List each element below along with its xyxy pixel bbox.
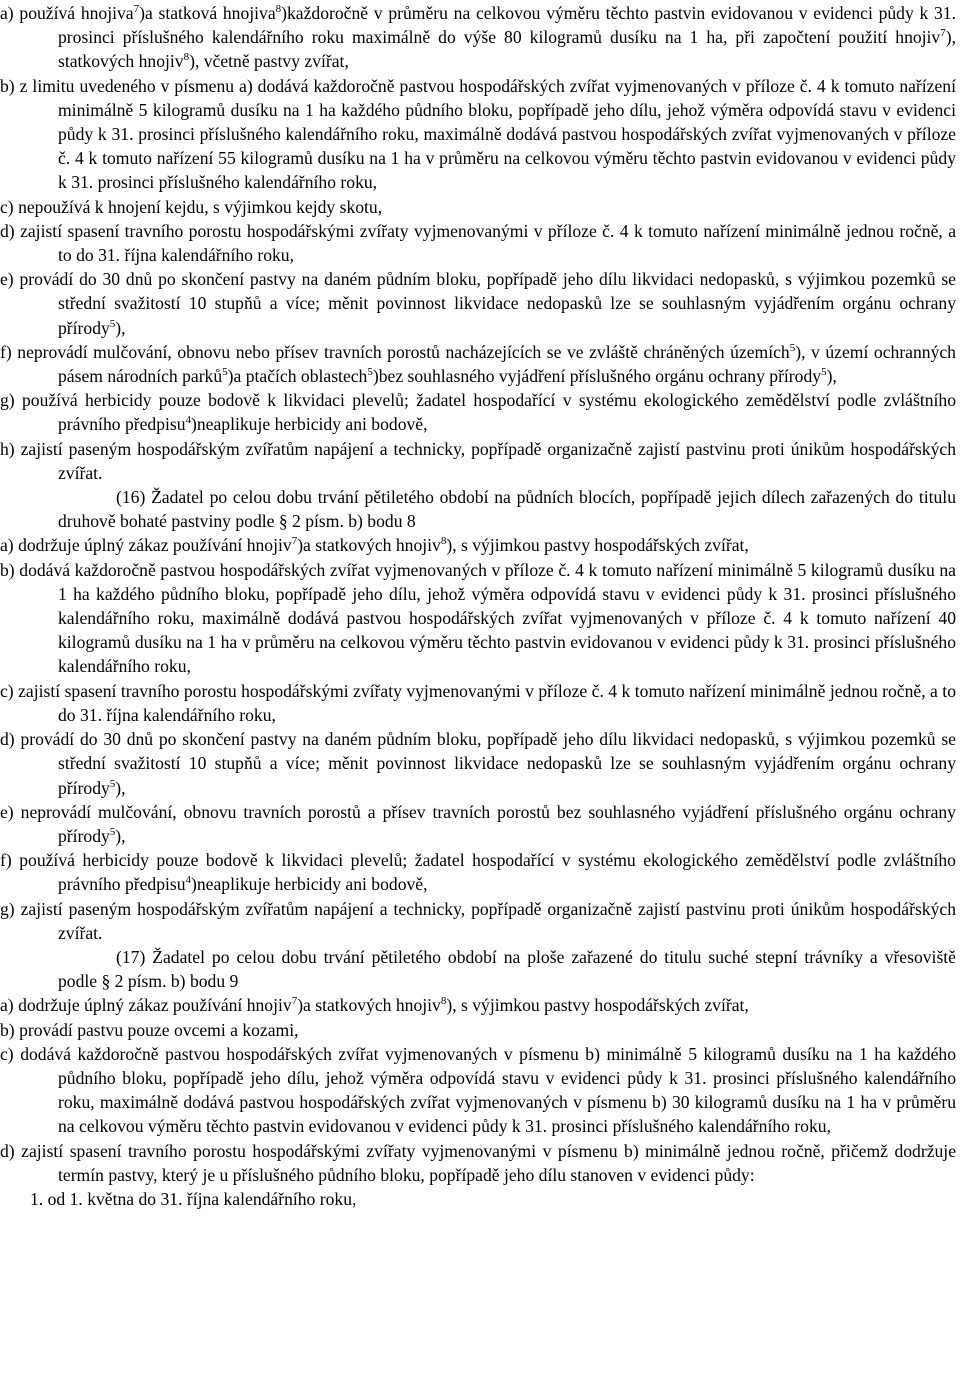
footnote-ref: 8	[275, 3, 282, 16]
item-label: 1.	[30, 1188, 44, 1209]
footnote-ref: 8	[440, 535, 447, 548]
footnote-ref: 7	[291, 995, 298, 1008]
list-item-e	[0, 800, 956, 848]
item-text: provádí pastvu pouze ovcemi a kozami,	[19, 1019, 299, 1040]
item-text: zajistí spasení travního porostu hospodářskými zvířaty vyjmenovanými v písmenu b) minimálně jednou ročně, přičemž dodržuje termín pastvy, který je u příslušného půdního bloku, popřípadě jeho dílu stanoven v evidenci půdy:	[21, 1140, 956, 1185]
footnote-ref: 5	[367, 366, 373, 379]
section-16-intro: (16) Žadatel po celou dobu trvání pětiletého období na půdních blocích, popřípadě jejich dílech zařazených do titulu druhově bohaté pastviny podle § 2 písm. b) bodu 8	[58, 487, 956, 532]
item-text: ), s výjimkou pastvy hospodářských zvířat,	[446, 535, 749, 556]
footnote-ref: 7	[133, 3, 140, 16]
list-item-b	[0, 558, 956, 679]
footnote-ref: 5	[109, 826, 116, 839]
item-text: )a statkových hnojiv	[297, 535, 441, 556]
footnote-ref: 7	[940, 27, 946, 40]
item-text: od 1. května do 31. října kalendářního roku,	[47, 1188, 357, 1209]
item-label: d)	[0, 1140, 15, 1161]
item-text: používá herbicidy pouze bodově k likvidaci plevelů; žadatel hospodařící v systému ekologického zemědělství podle zvláštního právního předpisu	[21, 390, 956, 435]
item-label: d)	[0, 220, 15, 241]
item-text: ), v území ochranných pásem národních parků	[58, 341, 956, 387]
footnote-ref: 8	[440, 995, 447, 1008]
item-label: g)	[0, 390, 15, 411]
item-text: dodržuje úplný zákaz používání hnojiv	[18, 995, 292, 1016]
footnote-ref: 4	[185, 414, 192, 427]
list-item-a	[0, 533, 956, 557]
item-label: b)	[0, 75, 15, 96]
list-item-e	[0, 267, 956, 340]
footnote-ref: 5	[789, 341, 796, 354]
list-item-d	[0, 219, 956, 267]
list-item-b	[0, 74, 956, 195]
item-text: dodává každoročně pastvou hospodářských zvířat vyjmenovaných v příloze č. 4 k tomuto nařízení minimálně 5 kilogramů dusíku na 1 ha každého půdního bloku, popřípadě jeho dílu, jehož výměra odpovídá stavu v evidenci půdy k 31. prosinci příslušného kalendářního roku, maximálně dodává pastvou hospodářských zvířat vyjmenovaných v příloze č. 4 k tomuto nařízení 40 kilogramů dusíku na 1 ha v průměru na celkovou výměru těchto pastvin evidovanou v evidenci půdy k 31. prosinci příslušného kalendářního roku,	[19, 559, 956, 677]
footnote-ref: 5	[821, 366, 827, 379]
item-text: neprovádí mulčování, obnovu nebo přísev travních porostů nacházejících se ve zvláště chráněných územích	[17, 341, 790, 362]
sub-list-item-1	[0, 1187, 956, 1211]
item-text: )a statkových hnojiv	[297, 995, 441, 1016]
item-label: h)	[0, 438, 15, 459]
item-text: neprovádí mulčování, obnovu travních porostů a přísev travních porostů bez souhlasného vyjádření příslušného orgánu ochrany přírody	[20, 801, 956, 846]
list-item-a	[0, 993, 956, 1017]
footnote-ref: 5	[109, 317, 116, 330]
list-item-g	[0, 388, 956, 436]
item-text: )a ptačích oblastech	[227, 366, 368, 387]
list-item-h	[0, 437, 956, 485]
item-text: používá hnojiva	[19, 3, 134, 23]
item-text: nepoužívá k hnojení kejdu, s výjimkou kejdy skotu,	[18, 196, 383, 217]
list-item-d	[0, 727, 956, 800]
item-label: c)	[0, 680, 14, 701]
item-text: )a statková hnojiva	[139, 3, 276, 23]
item-label: e)	[0, 801, 14, 822]
item-text: ),	[115, 317, 126, 338]
item-text: provádí do 30 dnů po skončení pastvy na daném půdním bloku, popřípadě jeho dílu likvidaci nedopasků, s výjimkou pozemků se střední svažitostí 10 stupňů a více; měnit povinnost likvidace nedopasků lze se souhlasným vyjádřením orgánu ochrany přírody	[20, 729, 956, 798]
item-text: ), s výjimkou pastvy hospodářských zvířat,	[446, 995, 749, 1016]
item-text: ),	[115, 777, 126, 798]
item-text: ), včetně pastvy zvířat,	[189, 51, 349, 72]
item-label: a)	[0, 995, 14, 1016]
list-item-f	[0, 340, 956, 388]
item-text: používá herbicidy pouze bodově k likvidaci plevelů; žadatel hospodařící v systému ekologického zemědělství podle zvláštního právního předpisu	[19, 850, 956, 895]
footnote-ref: 7	[291, 535, 298, 548]
item-text: dodává každoročně pastvou hospodářských zvířat vyjmenovaných v písmenu b) minimálně 5 kilogramů dusíku na 1 ha každého půdního bloku, popřípadě jeho dílu, jehož výměra odpovídá stavu v evidenci půdy k 31. prosinci příslušného kalendářního roku, maximálně dodává pastvou hospodářských zvířat vyjmenovaných v písmenu b) 30 kilogramů dusíku na 1 ha v průměru na celkovou výměru těchto pastvin evidovanou v evidenci půdy k 31. prosinci příslušného kalendářního roku,	[20, 1043, 956, 1137]
item-label: f)	[0, 850, 12, 871]
list-item-c	[0, 679, 956, 727]
footnote-ref: 5	[222, 366, 228, 379]
item-label: g)	[0, 898, 15, 919]
footnote-ref: 4	[185, 874, 192, 887]
item-label: f)	[0, 341, 12, 362]
item-text: zajistí paseným hospodářským zvířatům napájení a technicky, popřípadě organizačně zajistí pastvinu proti únikům hospodářských zvířat.	[20, 898, 957, 943]
item-label: c)	[0, 196, 14, 217]
item-label: a)	[0, 535, 14, 556]
item-label: b)	[0, 559, 15, 580]
list-item-b	[0, 1018, 956, 1042]
footnote-ref: 5	[109, 777, 116, 790]
list-item-f	[0, 848, 956, 896]
item-text: provádí do 30 dnů po skončení pastvy na daném půdním bloku, popřípadě jeho dílu likvidaci nedopasků, s výjimkou pozemků se střední svažitostí 10 stupňů a více; měnit povinnost likvidace nedopasků lze se souhlasným vyjádřením orgánu ochrany přírody	[19, 269, 956, 338]
item-label: a)	[0, 3, 14, 23]
list-item-a	[0, 1, 956, 74]
list-item-g	[0, 897, 956, 945]
list-item-c	[0, 195, 956, 219]
item-text: z limitu uvedeného v písmenu a) dodává každoročně pastvou hospodářských zvířat vyjmenovaných v příloze č. 4 k tomuto nařízení minimálně 5 kilogramů dusíku na 1 ha každého půdního bloku, popřípadě jeho dílu, jehož výměra odpovídá stavu v evidenci půdy k 31. prosinci příslušného kalendářního roku, maximálně dodává pastvou hospodářských zvířat vyjmenovaných v příloze č. 4 k tomuto nařízení 55 kilogramů dusíku na 1 ha v průměru na celkovou výměru těchto pastvin evidovanou v evidenci půdy k 31. prosinci příslušného kalendářního roku,	[19, 75, 956, 193]
item-label: d)	[0, 729, 15, 750]
item-text: )neaplikuje herbicidy ani bodově,	[191, 874, 428, 895]
item-text: )každoročně v průměru na celkovou výměru těchto pastvin evidovanou v evidenci půdy k 31. prosinci příslušného kalendářního roku maximálně do výše 80 kilogramů dusíku na 1 ha, při započtení použití hnojiv	[58, 3, 957, 48]
list-item-d	[0, 1139, 956, 1187]
item-text: zajistí spasení travního porostu hospodářskými zvířaty vyjmenovanými v příloze č. 4 k tomuto nařízení minimálně jednou ročně, a to do 31. října kalendářního roku,	[18, 680, 956, 725]
item-text: dodržuje úplný zákaz používání hnojiv	[18, 535, 292, 556]
item-text: zajistí spasení travního porostu hospodářskými zvířaty vyjmenovanými v příloze č. 4 k tomuto nařízení minimálně jednou ročně, a to do 31. října kalendářního roku,	[20, 220, 957, 266]
item-text: )bez souhlasného vyjádření příslušného orgánu ochrany přírody	[372, 366, 822, 387]
document-page	[0, 1, 956, 1211]
item-label: b)	[0, 1019, 15, 1040]
item-text: ),	[115, 825, 126, 846]
item-text: ),	[826, 366, 837, 387]
item-text: )neaplikuje herbicidy ani bodově,	[191, 414, 428, 435]
section-17-intro: (17) Žadatel po celou dobu trvání pětiletého období na ploše zařazené do titulu suché stepní trávníky a vřesoviště podle § 2 písm. b) bodu 9	[58, 946, 956, 992]
item-label: e)	[0, 269, 14, 290]
footnote-ref: 8	[183, 51, 190, 64]
list-item-c	[0, 1042, 956, 1139]
item-label: c)	[0, 1043, 14, 1064]
item-text: ), statkových hnojiv	[58, 27, 956, 72]
item-text: zajistí paseným hospodářským zvířatům napájení a technicky, popřípadě organizačně zajistí pastvinu proti únikům hospodářských zvířat.	[20, 438, 957, 483]
